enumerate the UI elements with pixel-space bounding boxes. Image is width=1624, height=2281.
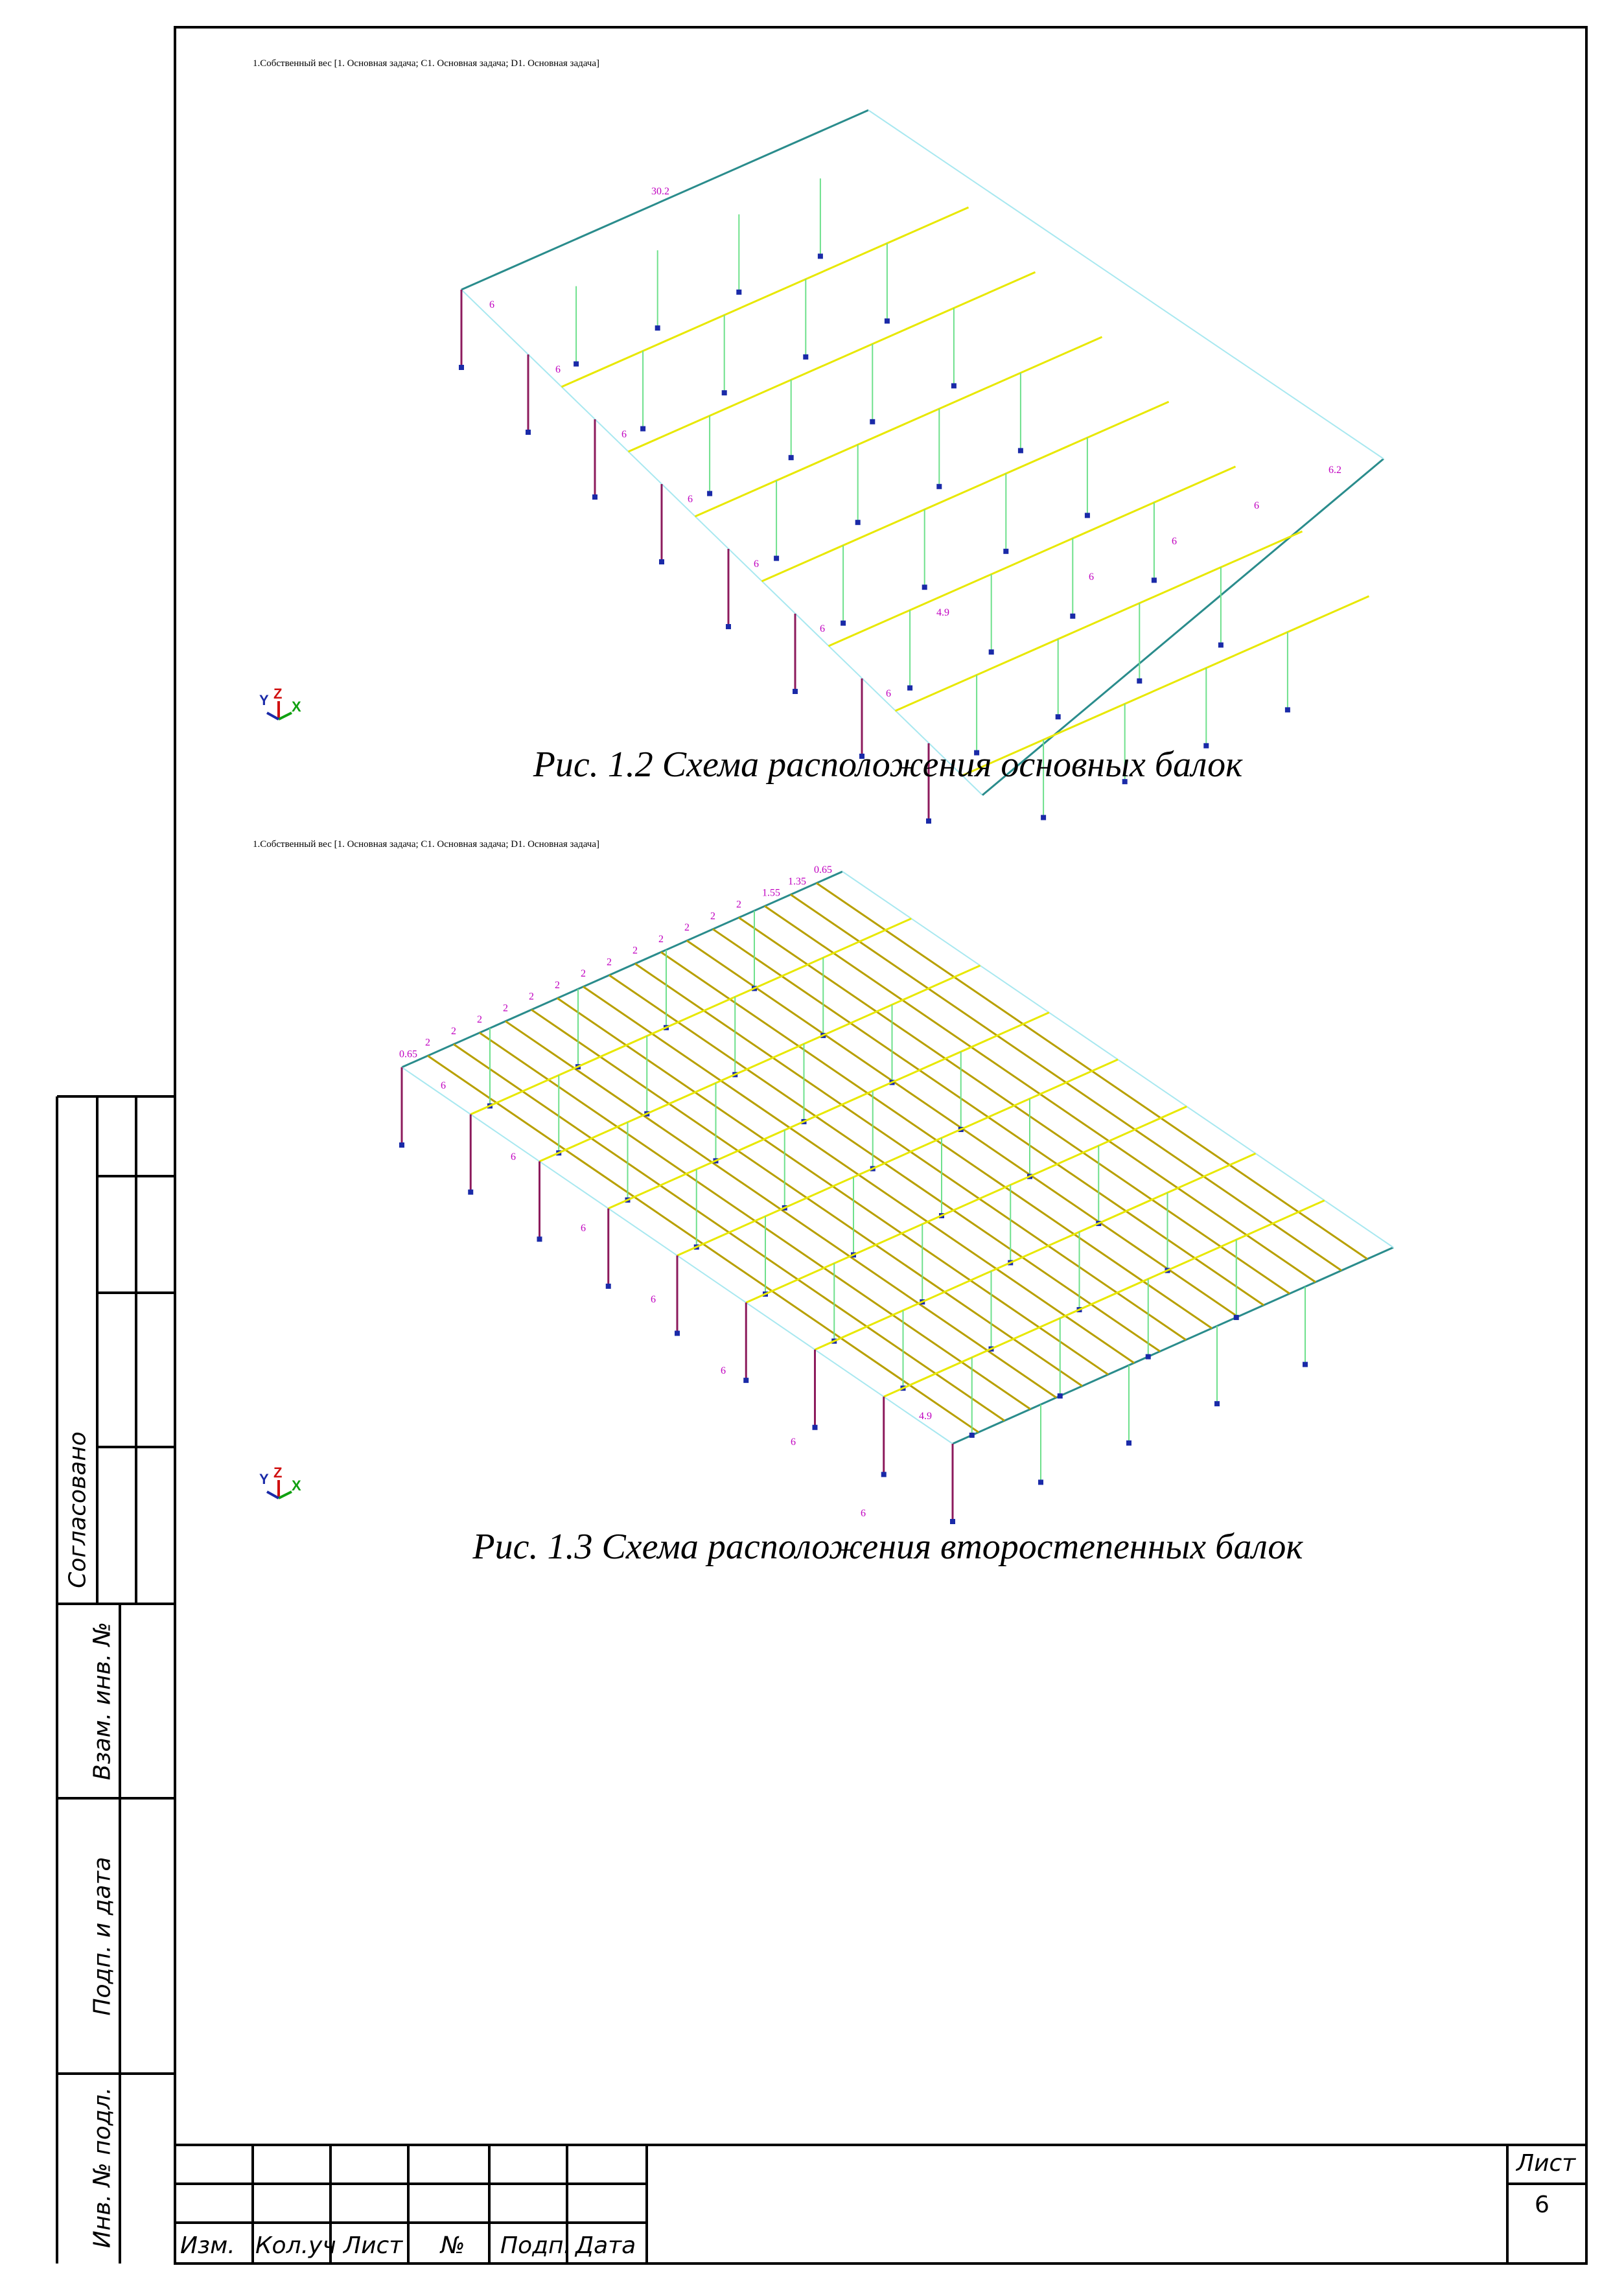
dimension-label: 6 xyxy=(1089,572,1094,583)
stamp-podp-data: Подп. и дата xyxy=(89,1857,116,2016)
dimension-label: 2 xyxy=(425,1037,430,1048)
dimension-label: 2 xyxy=(477,1014,482,1026)
dimension-label: 0.65 xyxy=(399,1048,417,1060)
title-block-list: Лист xyxy=(343,2232,403,2259)
figure-2-axis-x: X xyxy=(292,1477,301,1494)
dimension-label: 6 xyxy=(651,1294,656,1305)
figure-2-header: 1.Собственный вес [1. Основная задача; C1. Основная задача; D1. Основная задача] xyxy=(253,839,599,850)
dimension-label: 2 xyxy=(632,945,638,956)
dimension-label: 1.55 xyxy=(762,887,780,899)
dimension-label: 2 xyxy=(529,991,534,1002)
stamp-vzam-inv: Взам. инв. № xyxy=(89,1621,116,1781)
dimension-label: 6 xyxy=(511,1152,516,1163)
title-block-data: Дата xyxy=(575,2232,636,2259)
dimension-label: 2 xyxy=(555,979,560,991)
stamp-inv-podl: Инв. № подл. xyxy=(89,2087,116,2249)
dimension-label: 6 xyxy=(688,494,693,505)
dimension-label: 4.9 xyxy=(919,1411,932,1422)
figure-2-axis-y: Y xyxy=(259,1471,269,1487)
stamp-soglasovano: Согласовано xyxy=(64,1431,91,1588)
title-block-kol-uch: Кол.уч xyxy=(255,2232,336,2259)
figure-1-axis-z: Z xyxy=(273,686,283,702)
dimension-label: 2 xyxy=(607,956,612,968)
dimension-label: 30.2 xyxy=(651,186,669,197)
title-block-number: № xyxy=(441,2232,465,2259)
figure-1-axis-x: X xyxy=(292,699,301,715)
title-block-sheet-label: Лист xyxy=(1516,2150,1576,2177)
dimension-label: 2 xyxy=(658,933,664,945)
dimension-label: 2 xyxy=(736,899,741,910)
title-block-podp: Подп. xyxy=(500,2232,571,2259)
figure-1-axis-y: Y xyxy=(259,692,269,708)
dimension-label: 6 xyxy=(489,299,494,310)
dimension-label: 4.9 xyxy=(936,607,949,618)
dimension-label: 2 xyxy=(684,922,690,934)
dimension-label: 6 xyxy=(1254,500,1259,511)
dimension-label: 6 xyxy=(441,1080,446,1091)
dimension-label: 6 xyxy=(861,1508,866,1519)
dimension-label: 6 xyxy=(1172,536,1177,547)
dimension-label: 0.65 xyxy=(814,864,832,876)
dimension-label: 6.2 xyxy=(1328,465,1341,476)
dimension-label: 6 xyxy=(555,364,561,375)
dimension-label: 6 xyxy=(721,1365,726,1376)
dimension-label: 2 xyxy=(503,1002,508,1014)
title-block-sheet-number: 6 xyxy=(1535,2192,1549,2218)
dimension-label: 6 xyxy=(886,688,891,699)
dimension-label: 6 xyxy=(754,559,759,570)
dimension-label: 2 xyxy=(451,1025,456,1037)
dimension-label: 6 xyxy=(621,429,627,440)
dimension-label: 1.35 xyxy=(788,875,806,887)
dimension-label: 2 xyxy=(710,910,715,922)
figure-2-caption: Рис. 1.3 Схема расположения второстепенных балок xyxy=(472,1527,1303,1567)
dimension-label: 6 xyxy=(581,1223,586,1234)
dimension-label: 6 xyxy=(820,623,825,634)
dimension-label: 2 xyxy=(581,968,586,980)
figure-1-header: 1.Собственный вес [1. Основная задача; C1. Основная задача; D1. Основная задача] xyxy=(253,58,599,69)
title-block-izm: Изм. xyxy=(180,2232,235,2259)
figure-2-axis-z: Z xyxy=(273,1465,283,1481)
figure-1-caption: Рис. 1.2 Схема расположения основных балок xyxy=(533,745,1243,785)
dimension-label: 6 xyxy=(791,1437,796,1448)
